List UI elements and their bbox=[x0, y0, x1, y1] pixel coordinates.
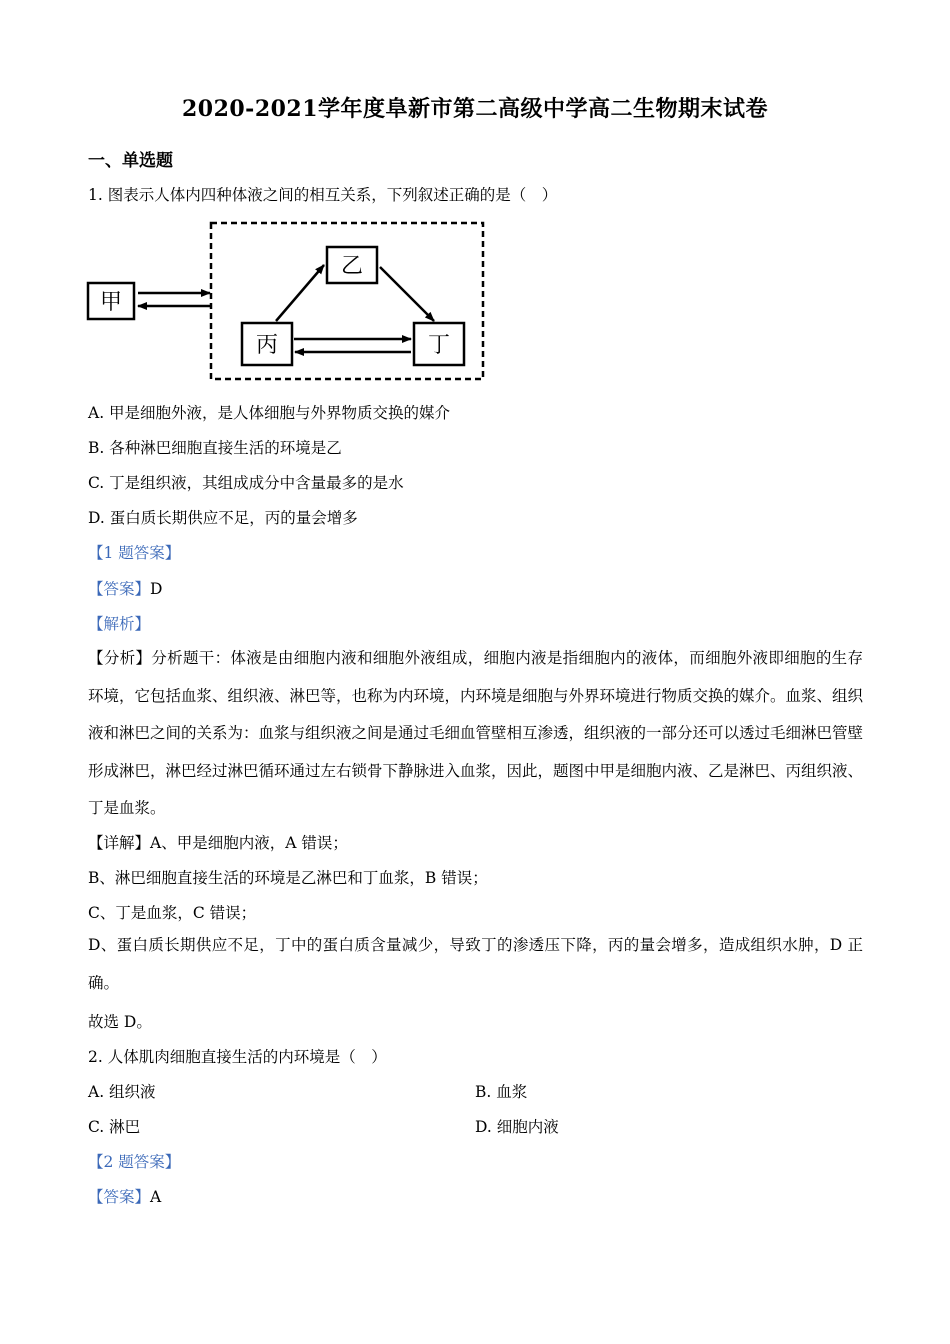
q1-analysis-header: 【解析】 bbox=[88, 615, 151, 633]
arrow-yi-to-ding bbox=[380, 267, 434, 321]
question-2-stem: 2. 人体肌肉细胞直接生活的内环境是（ ） bbox=[88, 1048, 387, 1066]
detail-a-text: A、甲是细胞内液，A 错误； bbox=[150, 834, 348, 852]
label-ding: 丁 bbox=[427, 333, 451, 358]
page-title: 2020-2021学年度阜新市第二高级中学高二生物期末试卷 bbox=[181, 96, 769, 122]
detail-label: 【详解】 bbox=[88, 834, 151, 852]
q1-analysis-paragraph bbox=[88, 640, 863, 828]
arrow-bing-to-yi bbox=[276, 265, 324, 321]
q1-answer-header: 【1 题答案】 bbox=[88, 544, 181, 562]
label-jia: 甲 bbox=[99, 290, 123, 315]
q1-detail-a bbox=[88, 831, 348, 853]
q1-detail-c: C、丁是血浆，C 错误； bbox=[88, 904, 257, 922]
q2-option-a: A. 组织液 bbox=[88, 1083, 156, 1101]
q2-answer-header: 【2 题答案】 bbox=[88, 1153, 181, 1171]
section-heading: 一、单选题 bbox=[88, 151, 173, 171]
q1-option-c: C. 丁是组织液，其组成成分中含量最多的是水 bbox=[88, 474, 404, 492]
q1-detail-d: D、蛋白质长期供应不足，丁中的蛋白质含量减少，导致丁的渗透压下降，丙的量会增多，造成组织水肿，D 正确。 bbox=[88, 936, 863, 992]
analysis-text: 分析题干：体液是由细胞内液和细胞外液组成，细胞内液是指细胞内的液体，而细胞外液即细胞的生存环境，它包括血浆、组织液、淋巴等，也称为内环境，内环境是细胞与外界环境进行物质交换的媒介。血浆、组织液和淋巴之间的关系为：血浆与组织液之间是通过毛细血管壁相互渗透，组织液的一部分还可以透过毛细淋巴管壁形成淋巴，淋巴经过淋巴循环通过左右锁骨下静脉进入血浆，因此，题图中甲是细胞内液、乙是淋巴、丙组织液、丁是血浆。 bbox=[88, 649, 864, 817]
q2-option-d: D. 细胞内液 bbox=[475, 1118, 559, 1136]
label-bing: 丙 bbox=[255, 333, 279, 358]
body-fluid-diagram bbox=[80, 215, 500, 390]
q2-option-c: C. 淋巴 bbox=[88, 1118, 141, 1136]
q1-option-a: A. 甲是细胞外液，是人体细胞与外界物质交换的媒介 bbox=[88, 404, 451, 422]
question-1-stem: 1. 图表示人体内四种体液之间的相互关系，下列叙述正确的是（ ） bbox=[88, 186, 558, 204]
label-yi: 乙 bbox=[340, 254, 364, 279]
q2-option-b: B. 血浆 bbox=[475, 1083, 528, 1101]
q1-conclusion: 故选 D。 bbox=[88, 1013, 152, 1031]
answer-label: 【答案】 bbox=[88, 1188, 151, 1206]
q1-detail-b: B、淋巴细胞直接生活的环境是乙淋巴和丁血浆，B 错误； bbox=[88, 869, 488, 887]
answer-label: 【答案】 bbox=[88, 580, 151, 598]
q1-answer-line bbox=[88, 577, 162, 599]
q2-answer-line bbox=[88, 1185, 161, 1207]
q1-option-d: D. 蛋白质长期供应不足，丙的量会增多 bbox=[88, 509, 358, 527]
q1-option-b: B. 各种淋巴细胞直接生活的环境是乙 bbox=[88, 439, 342, 457]
answer-value: A bbox=[150, 1188, 162, 1206]
analysis-label: 【分析】 bbox=[88, 649, 152, 667]
answer-value: D bbox=[150, 580, 163, 598]
